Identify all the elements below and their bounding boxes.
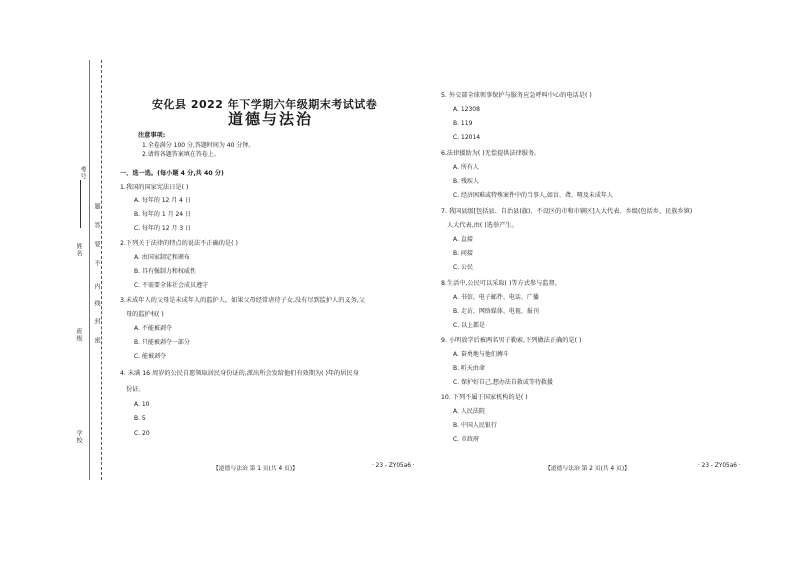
seal-char: 内 [93,283,100,290]
option-b: B. 残疾人 [453,178,479,185]
option-a: A. 所有人 [453,164,479,171]
option-b: B. 每年的 1 月 24 日 [134,211,192,218]
question-stem: 7. 我国县级[包括县、自治县(旗)、不设区的市和市辖区]人大代表、乡级(包括乡、民族乡镇) [441,208,693,215]
option-b: B. 走访、网络媒体、电视、报刊 [453,308,539,315]
option-c: C. 公民 [453,264,474,271]
question-stem: 1.我国的国家宪法日是( ) [120,184,189,191]
seal-char: 要 [93,241,100,248]
question-stem-cont: 母的监护权( ) [126,311,164,318]
seal-char: 密 [93,337,100,344]
page-code-right: · 23 - ZY05a6 · [698,463,741,469]
page-code-left: · 23 - ZY05a6 · [372,463,415,469]
question-stem-cont: 份证。 [126,386,145,393]
option-c: C. 经济困难或特殊案件中的当事人,如盲、聋、哑及未成年人 [453,192,613,199]
option-a: A. 奋勇地与他们搏斗 [453,351,509,358]
notice-item: 1.全卷满分 100 分,答题时间为 40 分钟。 [142,142,255,149]
option-c: C. 每年的 12 月 3 日 [134,225,192,232]
option-a: A. 不能被剥夺 [134,325,172,332]
option-a: A. 10 [134,401,150,408]
question-stem: 5. 外交部全球领事保护与服务应急呼叫中心的电话是( ) [441,92,592,99]
option-c: C. 20 [134,430,150,437]
question-stem-cont: 人大代表,由( )选举产生。 [447,222,518,229]
option-b: B. 具有强制力和权威性 [134,268,196,275]
option-a: A. 由国家制定和颁布 [134,254,190,261]
option-a: A. 直接 [453,236,473,243]
notice-item: 2.请将各题答案填在答卷上。 [142,151,220,158]
binding-dashed-line [101,60,102,480]
subject-title: 道德与法治 [228,110,314,128]
seal-char: 不 [93,260,100,267]
seal-char: 题 [93,203,100,210]
option-b: B. 只能被剥夺一部分 [134,339,190,346]
binding-solid-line [89,60,90,480]
question-stem: 3.未成年人的父母是未成年人的监护人。如果父母经常虐待子女,没有尽到监护人的义务,父 [120,297,365,304]
seal-char: 封 [93,318,100,325]
option-a: A. 书信、电子邮件、电话、广播 [453,294,539,301]
option-b: B. 5 [134,415,146,422]
field-id-line [80,180,81,228]
option-a: A. 12308 [453,106,480,113]
option-b: B. 听天由命 [453,365,485,372]
option-b: B. 间接 [453,250,473,257]
option-c: C. 12014 [453,134,481,141]
option-a: A. 人民法院 [453,408,485,415]
option-c: C. 不需要全体社会成员遵守 [134,282,209,289]
question-stem: 6.法律援助为( )无偿提供法律服务。 [441,150,541,157]
option-c: C. 以上都是 [453,322,486,329]
section-heading: 一、选一选。(每小题 4 分,共 40 分) [120,170,224,177]
question-stem: 9. 小明放学后被两名男子勒索,下列做法正确的是( ) [441,337,582,344]
option-b: B. 中国人民银行 [453,422,497,429]
field-school-label: 学校 [75,430,82,444]
field-id-label: 考号 [79,166,86,180]
exam-title: 安化县 2022 年下学期六年级期末考试试卷 [152,98,378,111]
option-c: C. 市政府 [453,436,480,443]
seal-char: 答 [93,222,100,229]
option-a: A. 每年的 12 月 4 日 [134,197,191,204]
notice-heading: 注意事项: [138,132,166,139]
option-c: C. 能被剥夺 [134,353,167,360]
question-stem: 10. 下列不属于国家机构的是( ) [441,394,528,401]
seal-char: 线 [93,300,100,307]
option-b: B. 119 [453,120,473,127]
page-footer-left: 【道德与法治 第 1 页(共 4 页)】 [213,466,298,472]
question-stem: 2.下列关于法律的特点的说法不正确的是( ) [120,240,238,247]
question-stem: 8.生活中,公民可以采取( )等方式参与监督。 [441,280,561,287]
field-name-label: 姓名 [75,243,82,257]
option-c: C. 保护好自己,想办法自救或等待救援 [453,379,553,386]
field-class-label: 班级 [75,328,82,342]
page-footer-right: 【道德与法治 第 2 页(共 4 页)】 [545,466,630,472]
question-stem: 4. 未满 16 周岁的公民自愿领取居民身份证的,派出所会发给他们有效期为( )年的居民身 [120,370,359,377]
